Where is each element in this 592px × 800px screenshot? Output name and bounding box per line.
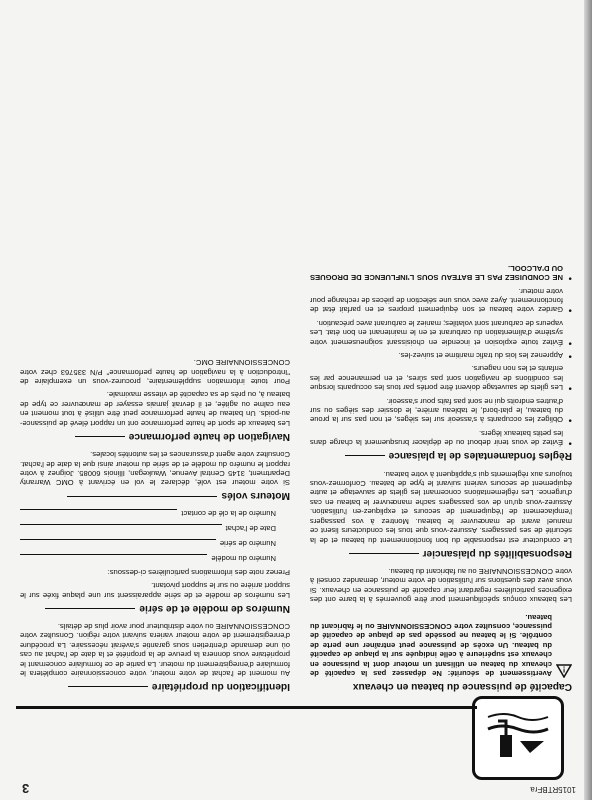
purchase-date-field[interactable]: Date de l'achat bbox=[20, 524, 276, 533]
page-number: 3 bbox=[22, 781, 30, 796]
serial-number-field[interactable]: Numéro de série bbox=[20, 539, 276, 548]
header-rule bbox=[16, 706, 477, 709]
list-item: ● Évitez toute explosion et incendie en choisissant soigneusement votre système d'alimentation du carburant et en le maintenant en bon état. Les vapeurs de carburant sont volatiles; maniez le carburant avec précaution. bbox=[310, 318, 572, 346]
rules-list bbox=[310, 263, 572, 447]
list-item: ● Obligez les occupants à s'asseoir sur les sièges, et non pas sur la proue du bateau, le plat-bord, le tableau arrière, le dossier des sièges ou sur d'autres endroits qui ne sont pas faits pour s'asseoir. bbox=[310, 396, 572, 424]
list-item: ● Évitez de vous tenir debout ou de déplacer brusquement la charge dans les petits bateaux légers. bbox=[310, 428, 572, 447]
model-number-field[interactable]: Numéro du modèle bbox=[20, 554, 276, 563]
performance-booklet-paragraph: Pour toute information supplémentaire, procurez-vous un exemplaire de "Introduction à la navigation de haute performance" P/N 335763 chez votre CONCESSIONNAIRE OMC. bbox=[20, 358, 290, 387]
owner-paragraph: Au moment de l'achat de votre moteur, votre concessionnaire complétera le formulaire d'enregistrement du moteur. La partie de ce formulaire concernant le propriétaire vous donnera la preuve de la propriété et la date de l'achat au cas où une demande d'entretien sous garantie s'avérait nécessaire. La procédure d'enregistrement de votre moteur variera suivant votre région. Consultez votre CONCESSIONNAIRE ou votre distributeur pour avoir plus de détails. bbox=[20, 621, 290, 678]
note-paragraph: Prenez note des informations particulières ci-dessous: bbox=[107, 567, 290, 577]
responsibilities-paragraph: Le conducteur est responsable du bon fonctionnement du bateau et de la sécurité de ses passagers. Assurez-vous que tous les conducteurs lisent ce manuel avant de manœuvrer le bateau. Montrez à vos passagers l'emplacement de l'équipement de secours et expliquez-en l'utilisation. Assurez-vous qu'un de vos passagers sache manœuvrer le bateau en cas d'urgence. Les réglementations concernant les gilets de sauvetage et autre équipement de secours varient suivant le type de bateau. Conformez-vous toujours aux règlements qui s'appliquent à votre bateau. bbox=[310, 469, 572, 545]
left-column bbox=[310, 255, 572, 692]
section-title-capacity: Capacité de puissance du bateau en chevaux bbox=[352, 681, 572, 692]
list-item: ● Apprenez les lois du trafic maritime et suivez-les. bbox=[310, 351, 572, 360]
boat-motor-emblem-icon bbox=[472, 696, 564, 780]
svg-text:!: ! bbox=[562, 664, 566, 674]
document-code: 1015RTBFra bbox=[530, 785, 576, 794]
list-item: ● Les gilets de sauvetage doivent être portés par tous les occupants lorsque les conditions de navigation sont pas sûres, et en permanence par les enfants et les non nageurs. bbox=[310, 364, 572, 392]
performance-paragraph: Les bateaux de sport de haute performance ont un rapport élevé de puissance-au-poids. Un bateau de haute performance peut être utilisé à tout moment en eau calme ou agitée, et il devrait jamais essayer de manœuvrer ce type de bateau à, ou près de sa capacité de vitesse maximale. bbox=[20, 390, 290, 428]
section-title-rules: Règles fondamentales de la plaisance bbox=[310, 450, 572, 461]
list-item: ● Gardez votre bateau et son équipement propres et en parfait état de fonctionnement. Ayez avec vous une sélection de pièces de rechange pour votre moteur. bbox=[310, 286, 572, 314]
right-column bbox=[20, 350, 290, 692]
capacity-paragraph: Les bateaux conçus spécifiquement pour être gouvernés à la barre ont des exigences particulières regardant leur capacité de puissance en chevaux. Si vous avez des questions sur l'utilisation de votre moteur, demandez conseil à votre CONCESSIONNAIRE ou au fabricant du bateau. bbox=[310, 566, 572, 605]
ignition-key-number-field[interactable]: Numéro de la clé de contact bbox=[20, 509, 276, 518]
section-title-performance: Navigation de haute performance bbox=[20, 431, 290, 442]
section-title-serial: Numéros de modèle et de série bbox=[20, 603, 290, 614]
section-title-responsibilities: Responsabilités du plaisancier bbox=[310, 548, 572, 559]
warning-triangle-icon bbox=[556, 608, 572, 678]
scan-edge-shadow bbox=[584, 0, 592, 800]
section-title-owner: Identification du propriétaire bbox=[20, 681, 290, 692]
warning-text: Avertissement de sécurité: Ne dépassez pas la capacité de chevaux du bateau en utilisant un moteur dont la puissance en chevaux est supérieure à celle indiquée sur la plaque de capacité du bateau. Un excès de puissance peut entraîner une perte de contrôle. Si le bateau ne possède pas de plaque de capacité de puissance, consultez votre CONCESSIONNAIRE ou le fabricant du bateau. bbox=[310, 612, 552, 678]
list-item: ● NE CONDUISEZ PAS LE BATEAU SOUS L'INFLUENCE DE DROGUES OU D'ALCOOL. bbox=[310, 263, 572, 282]
serial-paragraph: Les numéros de modèle et de série apparaissent sur une plaque fixée sur le support arrière ou sur le support pivotant. bbox=[20, 581, 290, 600]
stolen-paragraph: Si votre moteur est volé, déclarez le vol en écrivant à OMC Warranty Department, 3145 Central Avenue, Waukegan, Illinois 60085. Joignez à votre rapport le numéro du modèle et de série du moteur ainsi que la date de l'achat. Consultez votre agent d'assurances et les autorités locales. bbox=[20, 450, 290, 488]
safety-warning bbox=[310, 608, 572, 678]
section-title-stolen: Moteurs volés bbox=[20, 490, 290, 501]
